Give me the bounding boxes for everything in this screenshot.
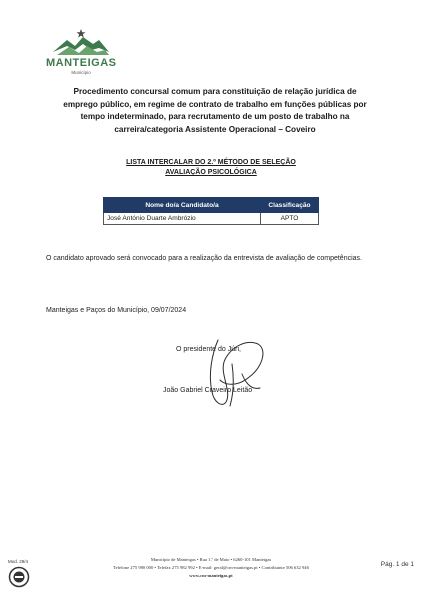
document-title [60,86,370,136]
title-line: Procedimento concursal comum para constituição de relação jurídica de [73,87,357,96]
heading-line: AVALIAÇÃO PSICOLÓGICA [165,169,257,176]
title-line: tempo indeterminado, para recrutamento de um posto de trabalho na [80,112,350,122]
column-header-name: Nome do/a Candidato/a [104,198,261,213]
place-date: Manteigas e Paços do Município, 09/07/2024 [46,307,187,314]
candidate-name-cell: José António Duarte Ambrózio [104,213,261,225]
certification-seal-icon [8,566,30,588]
heading-line: LISTA INTERCALAR DO 2.º MÉTODO DE SELEÇÃO [126,159,296,166]
footer-website: www.cm-manteigas.pt [189,573,233,578]
handwritten-signature [198,334,270,412]
page-number: Pág. 1 de 1 [380,561,414,568]
table-row [104,213,319,225]
footer-address: Município de Manteigas • Rua 1.º de Maio • 6260-101 Manteigas [150,557,272,562]
municipality-logo [46,28,116,75]
form-code: Mod. 29/4 [8,559,29,564]
body-paragraph: O candidato aprovado será convocado para a realização da entrevista de avaliação de competências. [46,255,362,262]
logo-name: MANTEIGAS [46,57,117,69]
title-line: carreira/categoria Assistente Operacional – Coveiro [114,124,316,134]
results-table [103,197,319,225]
table-header-row [104,198,319,213]
column-header-classification: Classificação [261,198,319,213]
classification-cell: APTO [261,213,319,225]
footer-contacts: Telefone 275 980 000 • Telefax 275 982 992 • E-mail: geral@cm-manteigas.pt • Contribuinte 506 632 946 [113,565,309,570]
footer-contact [70,556,352,580]
logo-subtitle: Município [71,70,91,75]
title-line: emprego público, em regime de contrato de trabalho em funções públicas por [63,99,367,109]
signer-name: João Gabriel Craveiro Leitão [163,387,253,394]
list-heading [80,158,342,178]
mountain-logo-icon [51,28,111,56]
president-label: O presidente do Júri, [176,346,241,353]
